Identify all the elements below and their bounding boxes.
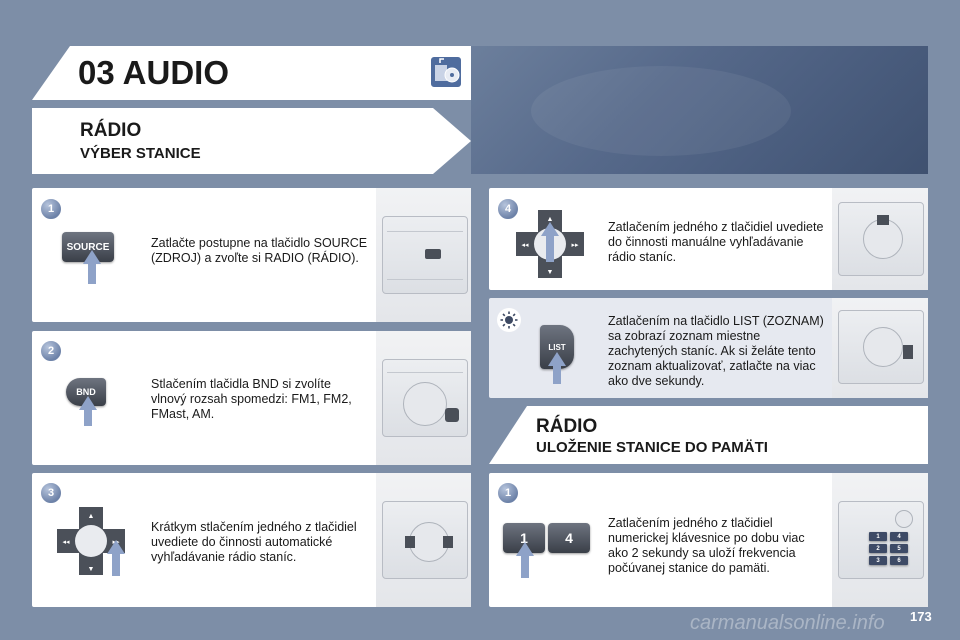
tip-sun-icon bbox=[497, 308, 521, 332]
console-key: 1 bbox=[869, 532, 887, 541]
push-arrow-icon bbox=[548, 352, 566, 384]
svg-text:▸▸: ▸▸ bbox=[112, 539, 120, 546]
list-key-highlight bbox=[903, 345, 913, 359]
console-image-bnd bbox=[376, 331, 471, 465]
console-key: 3 bbox=[869, 556, 887, 565]
console-panel bbox=[382, 216, 468, 294]
push-arrow-icon bbox=[83, 250, 101, 284]
push-arrow-icon bbox=[516, 542, 534, 578]
up-key-highlight bbox=[877, 215, 889, 225]
console-image-auto-search bbox=[376, 473, 471, 607]
console-panel bbox=[382, 359, 468, 437]
push-arrow-icon bbox=[107, 540, 125, 576]
console-image-store bbox=[832, 473, 928, 607]
console-dial bbox=[863, 327, 903, 367]
step-text-auto-search: Krátkym stlačením jedného z tlačidiel uvediete do činnosti automatické vyhľadávanie rádio staníc. bbox=[151, 520, 357, 564]
step-text-bnd: Stlačením tlačidla BND si zvolíte vlnový rozsah spomedzi: FM1, FM2, FMast, AM. bbox=[151, 377, 352, 421]
page-number: 173 bbox=[910, 609, 932, 624]
push-arrow-icon bbox=[79, 396, 97, 426]
step-badge-store-1: 1 bbox=[497, 482, 519, 504]
console-key: 6 bbox=[890, 556, 908, 565]
preset-key-1[interactable]: 1 bbox=[503, 523, 545, 553]
console-panel bbox=[382, 501, 468, 579]
step-badge-3: 3 bbox=[40, 482, 62, 504]
console-key: 4 bbox=[890, 532, 908, 541]
console-panel bbox=[838, 501, 924, 579]
section-title-radio-store: RÁDIO bbox=[536, 416, 598, 437]
console-key: 2 bbox=[869, 544, 887, 553]
svg-text:▸▸: ▸▸ bbox=[571, 242, 579, 249]
svg-text:▼: ▼ bbox=[546, 269, 554, 276]
source-key-highlight bbox=[425, 249, 441, 259]
console-image-list bbox=[832, 298, 928, 398]
svg-text:▼: ▼ bbox=[87, 566, 95, 573]
chapter-title: 03 AUDIO bbox=[78, 54, 229, 91]
section-subtitle-select: VÝBER STANICE bbox=[80, 145, 201, 162]
push-arrow-icon bbox=[541, 222, 559, 262]
section-subtitle-store: ULOŽENIE STANICE DO PAMÄTI bbox=[536, 439, 768, 456]
svg-text:▲: ▲ bbox=[546, 216, 554, 223]
console-key: 5 bbox=[890, 544, 908, 553]
list-button[interactable]: LIST bbox=[540, 325, 574, 369]
svg-text:◂◂: ◂◂ bbox=[62, 539, 70, 546]
svg-text:▲: ▲ bbox=[87, 513, 95, 520]
console-image-source bbox=[376, 188, 471, 322]
step-badge-1: 1 bbox=[40, 198, 62, 220]
console-panel bbox=[838, 202, 924, 276]
step-text-source: Zatlačte postupne na tlačidlo SOURCE (ZDROJ) a zvoľte si RADIO (RÁDIO). bbox=[151, 236, 368, 265]
step-text-manual-search: Zatlačením jedného z tlačidiel uvediete do činnosti manuálne vyhľadávanie rádio staníc. bbox=[608, 220, 824, 264]
console-dial bbox=[403, 382, 447, 426]
console-dial bbox=[863, 219, 903, 259]
audio-cd-icon bbox=[430, 56, 462, 88]
bnd-button[interactable]: BND bbox=[66, 378, 106, 406]
preset-key-4[interactable]: 4 bbox=[548, 523, 590, 553]
header-photo bbox=[471, 46, 928, 174]
step-badge-2: 2 bbox=[40, 340, 62, 362]
console-panel bbox=[838, 310, 924, 384]
console-knob bbox=[895, 510, 913, 528]
section-title-radio: RÁDIO bbox=[80, 120, 142, 141]
console-keypad bbox=[869, 532, 909, 565]
step-text-store: Zatlačením jedného z tlačidiel numerickej klávesnice po dobu viac ako 2 sekundy sa uloží frekvencia počúvanej stanice do pamäti. bbox=[608, 516, 805, 575]
svg-text:◂◂: ◂◂ bbox=[521, 242, 529, 249]
step-badge-4: 4 bbox=[497, 198, 519, 220]
left-key-highlight bbox=[405, 536, 415, 548]
right-key-highlight bbox=[443, 536, 453, 548]
hint-text-list: Zatlačením na tlačidlo LIST (ZOZNAM) sa zobrazí zoznam miestne zachytených staníc. Ak si želáte tento zoznam aktualizovať, zatlačte na viac ako dve sekundy. bbox=[608, 314, 824, 388]
bnd-key-highlight bbox=[445, 408, 459, 422]
watermark: carmanualsonline.info bbox=[690, 612, 885, 634]
source-button[interactable]: SOURCE bbox=[62, 232, 114, 262]
console-image-manual-search bbox=[832, 188, 928, 290]
